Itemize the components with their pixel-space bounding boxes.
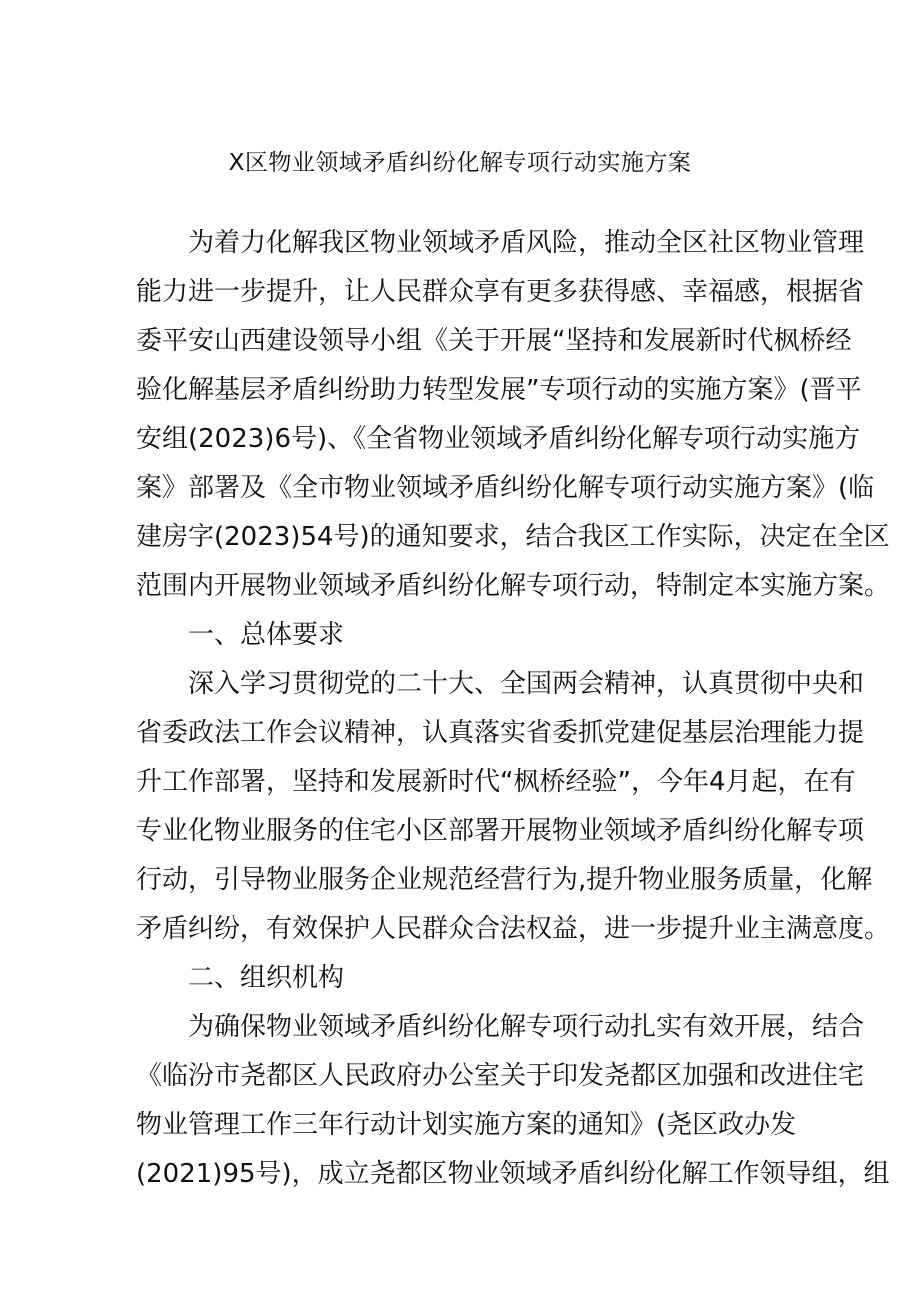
paragraph-requirements-line-6: 矛盾纠纷，有效保护人民群众合法权益，进一步提升业主满意度。 bbox=[136, 914, 891, 944]
paragraph-intro-line-3: 委平安山西建设领导小组《关于开展“坚持和发展新时代枫桥经 bbox=[136, 326, 852, 356]
document-title: X区物业领域矛盾纠纷化解专项行动实施方案 bbox=[228, 150, 692, 176]
paragraph-organization-line-1: 为确保物业领域矛盾纠纷化解专项行动扎实有效开展，结合 bbox=[188, 1012, 865, 1042]
paragraph-requirements-line-5: 行动，引导物业服务企业规范经营行为,提升物业服务质量，化解 bbox=[136, 865, 873, 895]
paragraph-intro-line-4: 验化解基层矛盾纠纷助力转型发展”专项行动的实施方案》(晋平 bbox=[136, 375, 862, 405]
paragraph-intro-line-8: 范围内开展物业领域矛盾纠纷化解专项行动，特制定本实施方案。 bbox=[136, 571, 891, 601]
paragraph-intro-line-2: 能力进一步提升，让人民群众享有更多获得感、幸福感，根据省 bbox=[136, 277, 865, 307]
paragraph-organization-line-4: (2021)95号)，成立尧都区物业领域矛盾纠纷化解工作领导组，组 bbox=[136, 1159, 890, 1189]
paragraph-requirements-line-2: 省委政法工作会议精神，认真落实省委抓党建促基层治理能力提 bbox=[136, 718, 865, 748]
paragraph-intro-line-5: 安组(2023)6号)、《全省物业领域矛盾纠纷化解专项行动实施方 bbox=[136, 424, 861, 454]
paragraph-intro-line-6: 案》部署及《全市物业领域矛盾纠纷化解专项行动实施方案》(临 bbox=[136, 473, 875, 503]
paragraph-organization-line-2: 《临汾市尧都区人民政府办公室关于印发尧都区加强和改进住宅 bbox=[136, 1061, 865, 1091]
section-heading-organization: 二、组织机构 bbox=[188, 963, 345, 993]
paragraph-requirements-line-3: 升工作部署，坚持和发展新时代“枫桥经验”，今年4月起，在有 bbox=[136, 767, 856, 797]
paragraph-intro-line-7: 建房字(2023)54号)的通知要求，结合我区工作实际，决定在全区 bbox=[136, 522, 890, 552]
section-heading-general-requirements: 一、总体要求 bbox=[188, 620, 345, 650]
paragraph-requirements-line-4: 专业化物业服务的住宅小区部署开展物业领域矛盾纠纷化解专项 bbox=[136, 816, 865, 846]
paragraph-intro-line-1: 为着力化解我区物业领域矛盾风险，推动全区社区物业管理 bbox=[188, 228, 865, 258]
paragraph-requirements-line-1: 深入学习贯彻党的二十大、全国两会精神，认真贯彻中央和 bbox=[188, 669, 865, 699]
document-body bbox=[136, 225, 891, 1205]
paragraph-organization-line-3: 物业管理工作三年行动计划实施方案的通知》(尧区政办发 bbox=[136, 1110, 797, 1140]
